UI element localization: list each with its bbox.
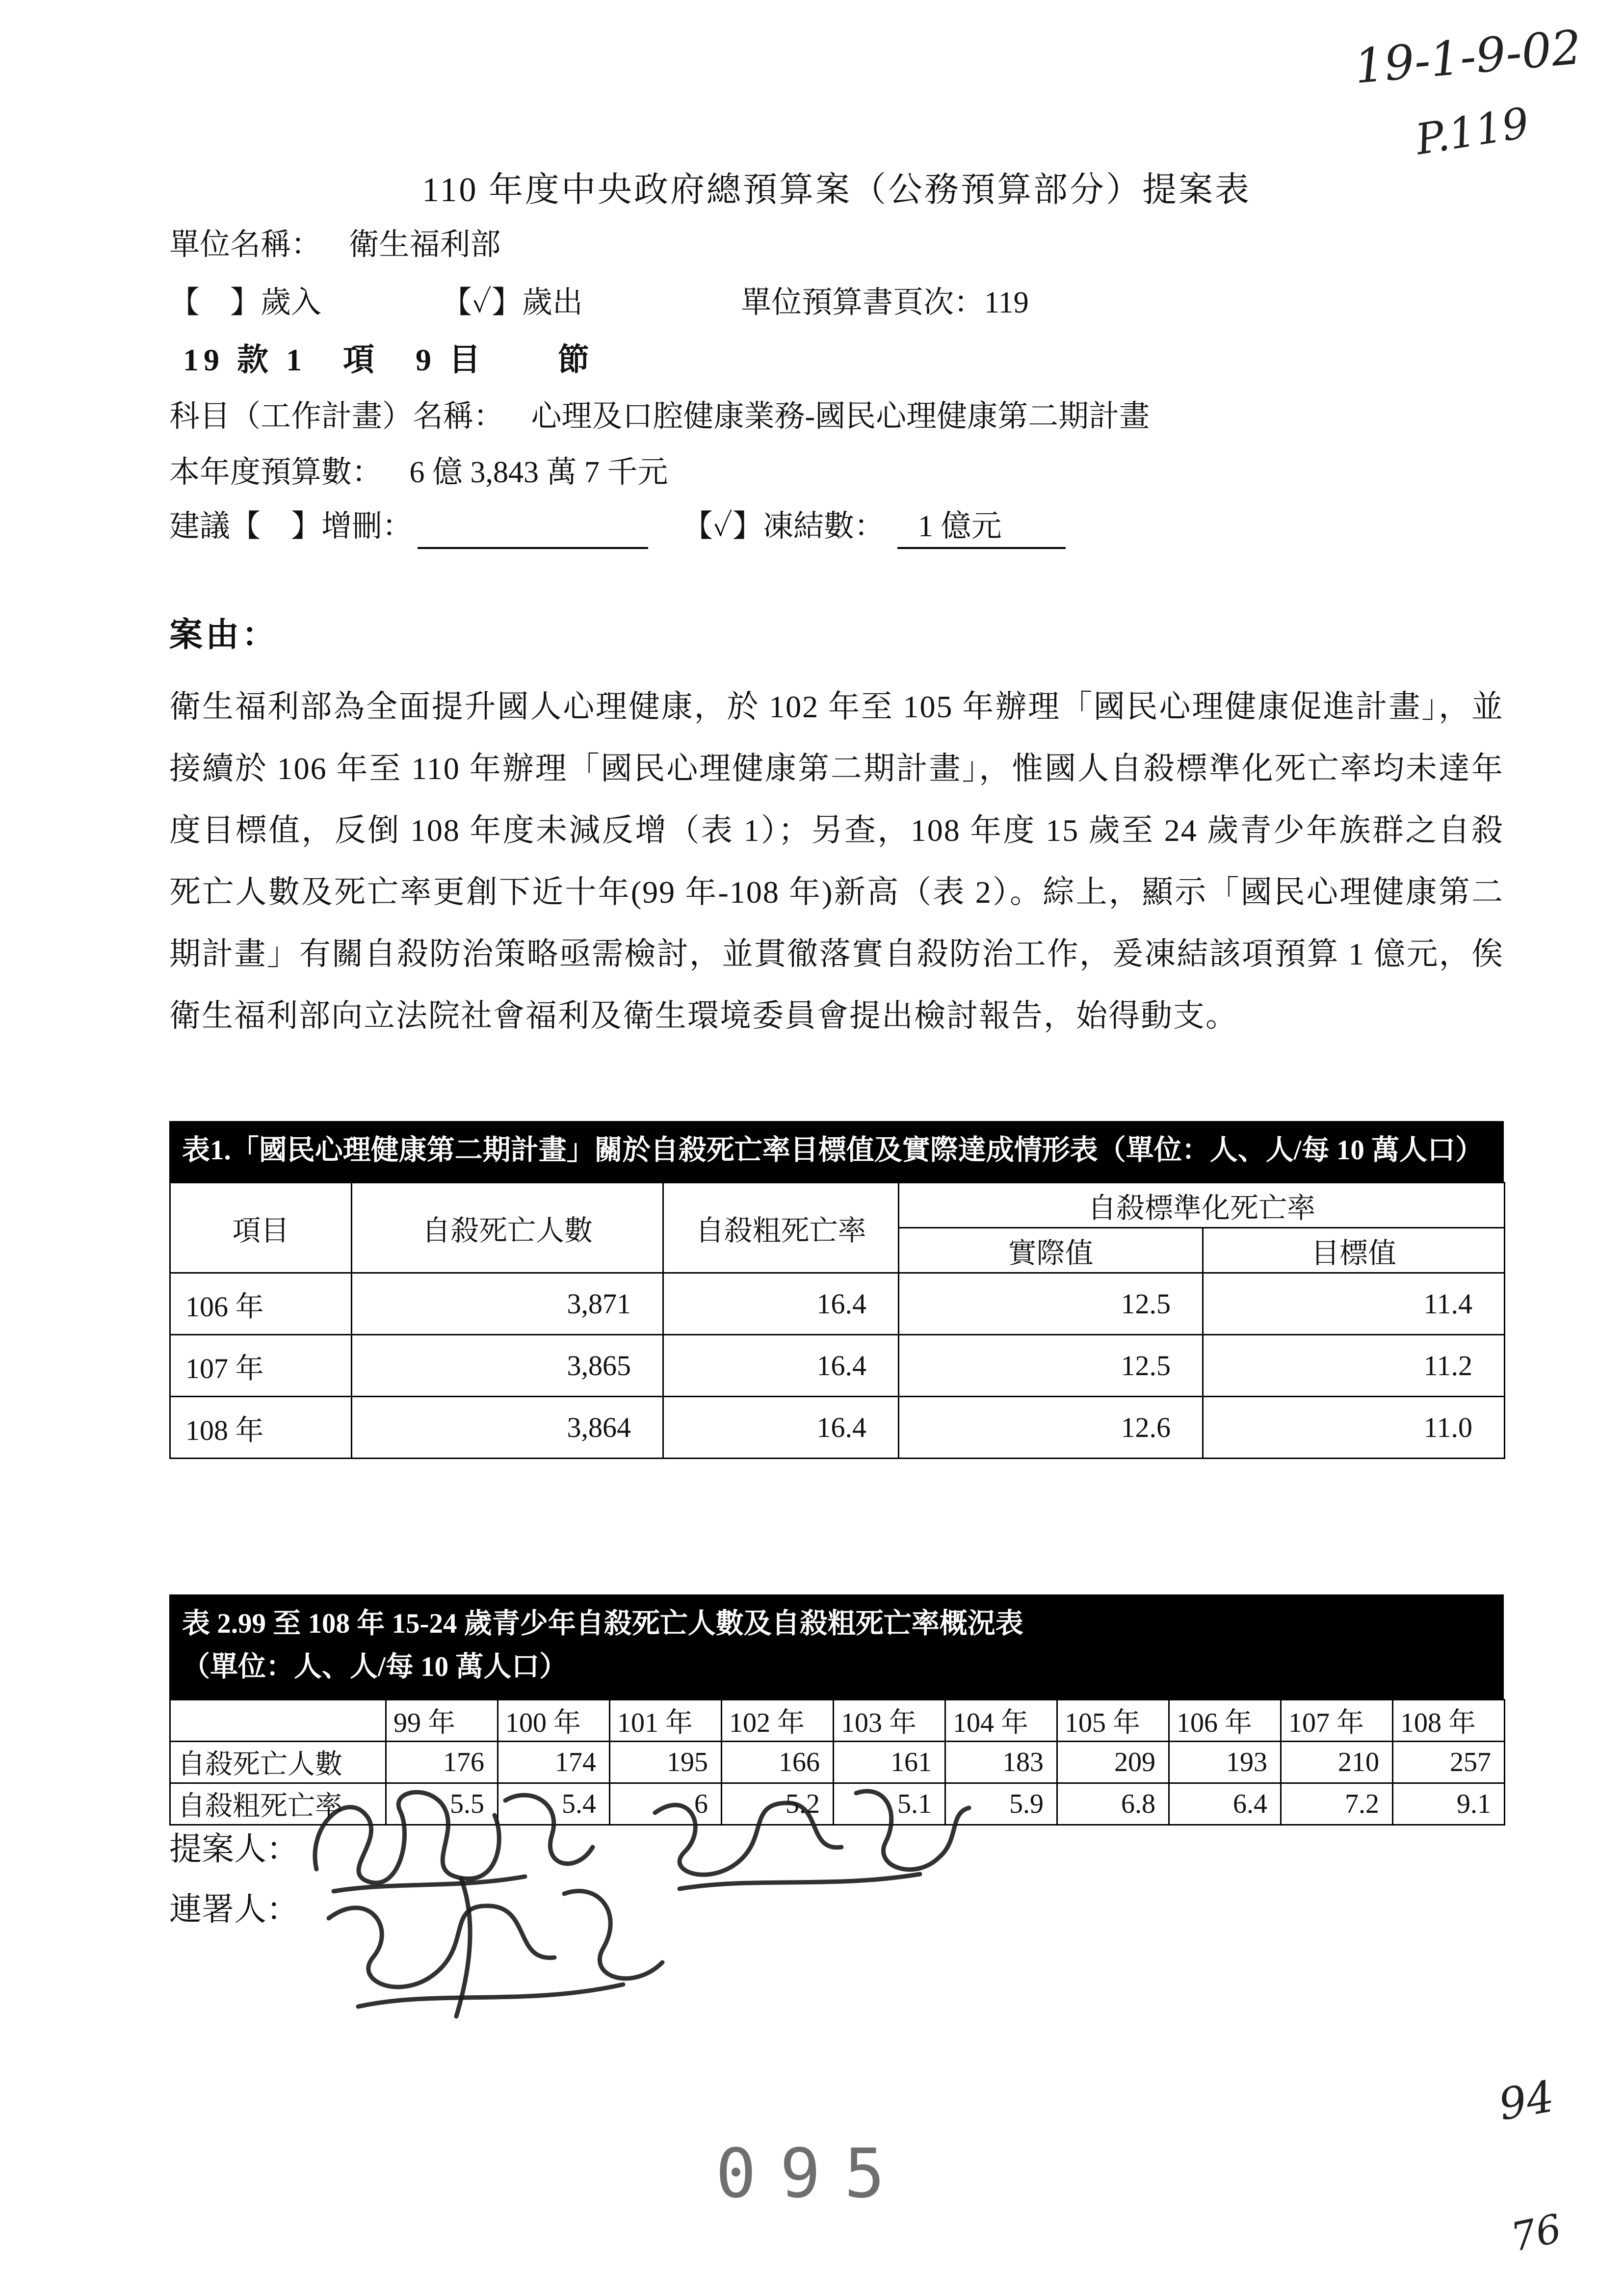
table2-header-year: 102 年 — [722, 1699, 834, 1741]
table2-caption-line1: 表 2.99 至 108 年 15-24 歲青少年自殺死亡人數及自殺粗死亡率概況表 — [182, 1608, 1023, 1639]
table1-header-item: 項目 — [170, 1183, 352, 1273]
table1-cell-year: 107 年 — [170, 1335, 352, 1397]
table2-cell: 6.4 — [1169, 1783, 1281, 1825]
table2-header-year: 100 年 — [498, 1699, 610, 1741]
table2-cell: 183 — [945, 1741, 1057, 1783]
table2-header-year: 106 年 — [1169, 1699, 1281, 1741]
table2-caption-line2: （單位：人、人/每 10 萬人口） — [182, 1651, 568, 1683]
annual-budget-line — [169, 447, 1504, 491]
annual-budget-value: 6 億 3,843 萬 7 千元 — [409, 456, 668, 489]
freeze-value: 1 億元 — [897, 501, 1066, 549]
table1-cell-crude: 16.4 — [663, 1397, 899, 1459]
unit-name-value: 衛生福利部 — [348, 228, 501, 261]
handwritten-note-lower: 76 — [1507, 2205, 1566, 2261]
table2-cell: 209 — [1057, 1741, 1169, 1783]
table-row — [170, 1335, 1505, 1397]
table2-cell: 193 — [1169, 1741, 1281, 1783]
table2-cell: 166 — [722, 1741, 834, 1783]
cosigner-label: 連署人： — [169, 1892, 299, 1928]
suggestion-label: 建議【 】增刪： — [169, 510, 413, 543]
case-heading: 案由： — [169, 616, 279, 653]
table2-header-year: 107 年 — [1281, 1699, 1393, 1741]
table1-cell-target: 11.0 — [1203, 1397, 1505, 1459]
table2-row-label: 自殺粗死亡率 — [170, 1783, 386, 1825]
freeze-label: 【✓】凍結數： — [682, 510, 885, 543]
subject-label: 科目（工作計畫）名稱： — [169, 400, 504, 433]
table-row — [170, 1397, 1505, 1459]
budget-book-page: 單位預算書頁次：119 — [741, 286, 1029, 319]
table1-cell-actual: 12.6 — [899, 1397, 1203, 1459]
suggestion-blank-line — [418, 520, 648, 549]
table2-cell: 9.1 — [1393, 1783, 1505, 1825]
table1-cell-year: 106 年 — [170, 1273, 352, 1335]
table2-header-year: 101 年 — [610, 1699, 722, 1741]
table1-cell-deaths: 3,864 — [352, 1397, 663, 1459]
suggestion-line — [169, 501, 1504, 549]
table1-header-target: 目標值 — [1203, 1228, 1505, 1273]
table-row — [170, 1699, 1505, 1741]
subject-value: 心理及口腔健康業務-國民心理健康第二期計畫 — [531, 400, 1150, 433]
table1-cell-target: 11.2 — [1203, 1335, 1505, 1397]
table2-cell: 5.5 — [386, 1783, 498, 1825]
table2-cell: 174 — [498, 1741, 610, 1783]
table1-cell-crude: 16.4 — [663, 1273, 899, 1335]
table2-caption — [169, 1594, 1504, 1699]
table1-cell-crude: 16.4 — [663, 1335, 899, 1397]
table2-header-blank — [170, 1699, 386, 1741]
table1-cell-deaths: 3,871 — [352, 1273, 663, 1335]
table1-cell-target: 11.4 — [1203, 1273, 1505, 1335]
table2-cell: 6 — [610, 1783, 722, 1825]
revenue-checkbox: 【 】歲入 — [169, 286, 322, 319]
table1-cell-actual: 12.5 — [899, 1273, 1203, 1335]
table1-section — [169, 1121, 1504, 1459]
table2-cell: 5.1 — [834, 1783, 945, 1825]
unit-name-label: 單位名稱： — [169, 228, 322, 261]
proposer-label: 提案人： — [169, 1831, 299, 1867]
handwritten-page-ref: P.119 — [1412, 98, 1533, 165]
table2-cell: 257 — [1393, 1741, 1505, 1783]
table1-cell-deaths: 3,865 — [352, 1335, 663, 1397]
annual-budget-label: 本年度預算數： — [169, 456, 383, 489]
budget-type-line — [169, 278, 1504, 321]
table1-cell-actual: 12.5 — [899, 1335, 1203, 1397]
form-title: 110 年度中央政府總預算案（公務預算部分）提案表 — [422, 171, 1251, 209]
table2-cell: 6.8 — [1057, 1783, 1169, 1825]
table2-cell: 5.9 — [945, 1783, 1057, 1825]
table2-row-label: 自殺死亡人數 — [170, 1741, 386, 1783]
table1-cell-year: 108 年 — [170, 1397, 352, 1459]
table2-header-year: 99 年 — [386, 1699, 498, 1741]
table-row — [170, 1273, 1505, 1335]
signature-cosigner-1 — [299, 1859, 682, 2026]
table1 — [169, 1182, 1505, 1459]
table2-cell: 7.2 — [1281, 1783, 1393, 1825]
table2-header-year: 108 年 — [1393, 1699, 1505, 1741]
unit-name-line — [169, 220, 1504, 263]
handwritten-code: 19-1-9-02 — [1352, 20, 1584, 94]
table1-caption: 表1.「國民心理健康第二期計畫」關於自殺死亡率目標值及實際達成情形表（單位：人、人/每 10 萬人口） — [169, 1121, 1504, 1182]
table2-cell: 210 — [1281, 1741, 1393, 1783]
case-body: 衛生福利部為全面提升國人心理健康，於 102 年至 105 年辦理「國民心理健康促進計畫」，並接續於 106 年至 110 年辦理「國民心理健康第二期計畫」，惟國人自殺標準化死亡率均未達年度目標值，反倒 108 年度未減反增（表 1）；另查，108 年度 15 歲至 24 歲青少年族群之自殺死亡人數及死亡率更創下近十年(99 年-108 年)新高（表 2）。綜上，顯示「國民心理健康第二期計畫」有關自殺防治策略亟需檢討，並貫徹落實自殺防治工作，爰凍結該項預算 1 億元，俟衛生福利部向立法院社會福利及衛生環境委員會提出檢討報告，始得動支。 — [169, 689, 1504, 1033]
table2-cell: 176 — [386, 1741, 498, 1783]
subject-line — [169, 391, 1504, 435]
table1-header-actual: 實際值 — [899, 1228, 1203, 1273]
form-content — [169, 0, 1504, 2296]
table2-header-year: 104 年 — [945, 1699, 1057, 1741]
table1-header-deaths: 自殺死亡人數 — [352, 1183, 663, 1273]
table2-cell: 5.4 — [498, 1783, 610, 1825]
table2-cell: 195 — [610, 1741, 722, 1783]
table2-cell: 161 — [834, 1741, 945, 1783]
table1-header-crude-rate: 自殺粗死亡率 — [663, 1183, 899, 1273]
expenditure-checkbox: 【✓】歲出 — [442, 286, 583, 319]
table2-header-year: 103 年 — [834, 1699, 945, 1741]
page-number-stamp: 095 — [715, 2134, 909, 2213]
table2-cell: 5.2 — [722, 1783, 834, 1825]
handwritten-note-upper: 94 — [1494, 2071, 1558, 2130]
classification-line: 19 款 1 項 9 目 節 — [183, 342, 594, 377]
table2-header-year: 105 年 — [1057, 1699, 1169, 1741]
table1-header-std-rate: 自殺標準化死亡率 — [899, 1183, 1505, 1228]
